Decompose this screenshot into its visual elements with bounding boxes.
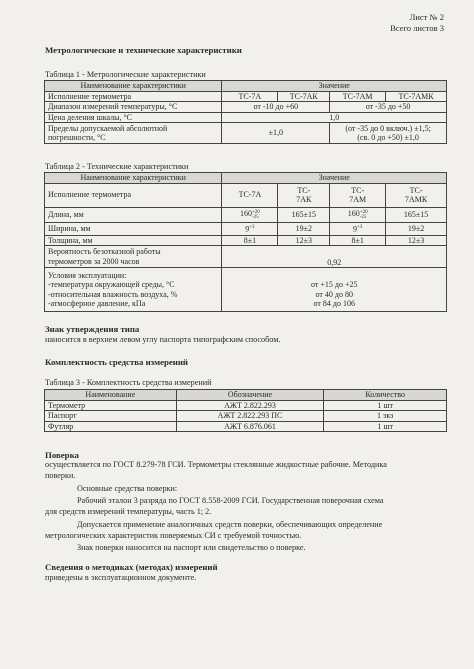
- sheet-number: Лист № 2: [409, 12, 444, 22]
- table2-header-name: Наименование характеристики: [45, 173, 222, 184]
- condition-line: -атмосферное давление, кПа: [48, 299, 146, 308]
- table2-cell: [330, 183, 386, 207]
- table2-row-label: Толщина, мм: [45, 235, 222, 246]
- tolerance-value: 9: [245, 224, 250, 234]
- table1-cell: 1,0: [222, 112, 447, 123]
- table1-row-label: Исполнение термометра: [45, 91, 222, 102]
- tolerance-value: 160: [347, 209, 360, 219]
- table2-row-label-line: Вероятность безотказной работы: [48, 247, 161, 256]
- table2-cell: 19±2: [386, 222, 447, 235]
- table1-cell-line: (св. 0 до +50) ±1,0: [357, 133, 419, 142]
- table2-cell-line: ТС-: [297, 185, 311, 195]
- table2-row-label: Ширина, мм: [45, 222, 222, 235]
- verification-paragraph: Знак поверки наносится на паспорт или свидетельство о поверке.: [77, 543, 306, 552]
- table2-cell: 8±1: [222, 235, 278, 246]
- table3-cell-quantity: 1 экз: [324, 411, 447, 422]
- table1-row-label-line: погрешности, °С: [48, 133, 106, 142]
- table-technical: [44, 172, 447, 312]
- table2-cell: 165±15: [386, 207, 447, 222]
- verification-paragraph: метрологических характеристик поверяемых СИ с требуемой точностью.: [45, 531, 302, 540]
- table2-cell: [330, 222, 386, 235]
- table2-cell: 12±3: [386, 235, 447, 246]
- table3-cell-quantity: 1 шт: [324, 421, 447, 432]
- table1-row-label: Диапазон измерений температуры, °С: [45, 102, 222, 113]
- table2-caption: Таблица 2 - Технические характеристики: [45, 162, 189, 171]
- table-completeness: [44, 389, 447, 432]
- table1-cell-line: (от -35 до 0 включ.) ±1,5;: [345, 123, 431, 133]
- table2-cell-line: 7АМК: [404, 195, 428, 204]
- table1-cell: от -10 до +60: [222, 102, 330, 113]
- table1-cell: ТС-7А: [222, 91, 278, 102]
- table2-row-label: [45, 268, 222, 312]
- table2-cell: [386, 183, 447, 207]
- sheet-total: Всего листов 3: [390, 23, 444, 33]
- section-title-verification: Поверка: [45, 450, 79, 460]
- table1-cell: ТС-7АК: [278, 91, 330, 102]
- table2-cell: [222, 207, 278, 222]
- table3-cell-quantity: 1 шт: [324, 400, 447, 411]
- tolerance-value: 9: [353, 224, 357, 234]
- table-metrological: [44, 80, 447, 144]
- table2-cell-line: ТС-: [351, 185, 365, 195]
- table3-cell-name: Термометр: [45, 400, 177, 411]
- table3-cell-designation: АЖТ 2.822.293: [176, 400, 324, 411]
- table2-cell: [330, 207, 386, 222]
- table2-cell: 8±1: [330, 235, 386, 246]
- table1-row-label: Цена деления шкалы, °С: [45, 112, 222, 123]
- table2-row-label: Длина, мм: [45, 207, 222, 222]
- section-title-methods: Сведения о методиках (методах) измерений: [45, 562, 218, 572]
- verification-paragraph: Рабочий эталон 3 разряда по ГОСТ 8.558-2009 ГСИ. Государственная поверочная схема: [77, 496, 384, 505]
- verification-paragraph: поверки.: [45, 471, 76, 480]
- table3-cell-name: Футляр: [45, 421, 177, 432]
- table1-header-name: Наименование характеристики: [45, 81, 222, 92]
- tolerance-lower: -25: [359, 214, 367, 220]
- table1-header-value: Значение: [222, 81, 447, 92]
- table2-cell: 19±2: [278, 222, 330, 235]
- methods-text: приведены в эксплуатационном документе.: [45, 573, 197, 582]
- table2-cell: 0,92: [222, 246, 447, 268]
- condition-line: -температура окружающей среды, °С: [48, 280, 175, 289]
- table3-cell-name: Паспорт: [45, 411, 177, 422]
- tolerance-upper: +20: [251, 209, 260, 215]
- table2-cell-line: 7АК: [296, 195, 312, 204]
- table2-cell: [278, 183, 330, 207]
- table1-cell: ±1,0: [222, 123, 330, 144]
- table2-cell: [222, 222, 278, 235]
- tolerance-lower: -25: [251, 214, 259, 220]
- table1-cell: ТС-7АМК: [386, 91, 447, 102]
- table1-cell: от -35 до +50: [330, 102, 447, 113]
- table3-cell-designation: АЖТ 6.876.061: [176, 421, 324, 432]
- table1-caption: Таблица 1 - Метрологические характеристики: [45, 70, 206, 79]
- condition-value: от 40 до 80: [315, 289, 353, 299]
- condition-value: от 84 до 106: [313, 299, 355, 308]
- condition-value: от +15 до +25: [310, 280, 358, 289]
- section-title-approval: Знак утверждения типа: [45, 324, 140, 334]
- table2-row-label-line: термометров за 2000 часов: [48, 256, 140, 266]
- table1-row-label: [45, 123, 222, 144]
- table2-cell-line: 7АМ: [349, 195, 367, 204]
- table-row: [45, 411, 447, 422]
- table1-cell: [330, 123, 447, 144]
- tolerance-upper: +20: [359, 209, 368, 215]
- table2-cell-line: ТС-: [409, 185, 423, 195]
- table2-row-label: Исполнение термометра: [45, 183, 222, 207]
- verification-paragraph: для средств измерений температуры, часть 1; 2.: [45, 507, 212, 516]
- table2-cell: 12±3: [278, 235, 330, 246]
- condition-line: -относительная влажность воздуха, %: [48, 289, 178, 299]
- conditions-title: Условия эксплуатации:: [48, 270, 127, 280]
- tolerance-upper: +3: [357, 224, 363, 230]
- table2-cell: ТС-7А: [222, 183, 278, 207]
- section-title-metrological: Метрологические и технические характеристики: [45, 45, 242, 55]
- approval-text: наносится в верхнем левом углу паспорта типографским способом.: [45, 335, 281, 344]
- tolerance-value: 160: [239, 209, 252, 219]
- table2-cell: [222, 268, 447, 312]
- tolerance-upper: +3: [249, 224, 255, 230]
- table3-caption: Таблица 3 - Комплектность средства измерений: [45, 378, 212, 387]
- table3-cell-designation: АЖТ 2.822.293 ПС: [176, 411, 324, 422]
- table1-row-label-line: Пределы допускаемой абсолютной: [48, 123, 168, 133]
- table-row: [45, 400, 447, 411]
- table3-header-name: Наименование: [45, 390, 177, 401]
- section-title-completeness: Комплектность средства измерений: [45, 357, 188, 367]
- verification-paragraph: Основные средства поверки:: [77, 484, 178, 493]
- table1-cell: ТС-7АМ: [330, 91, 386, 102]
- table2-header-value: Значение: [222, 173, 447, 184]
- table3-header-quantity: Количество: [324, 390, 447, 401]
- verification-paragraph: Допускается применение аналогичных средств поверки, обеспечивающих определение: [77, 520, 383, 529]
- verification-paragraph: осуществляется по ГОСТ 8.279-78 ГСИ. Термометры стеклянные жидкостные рабочие. Методика: [45, 460, 387, 469]
- table3-header-designation: Обозначение: [176, 390, 324, 401]
- table2-cell: 165±15: [278, 207, 330, 222]
- table2-row-label: [45, 246, 222, 268]
- table-row: [45, 421, 447, 432]
